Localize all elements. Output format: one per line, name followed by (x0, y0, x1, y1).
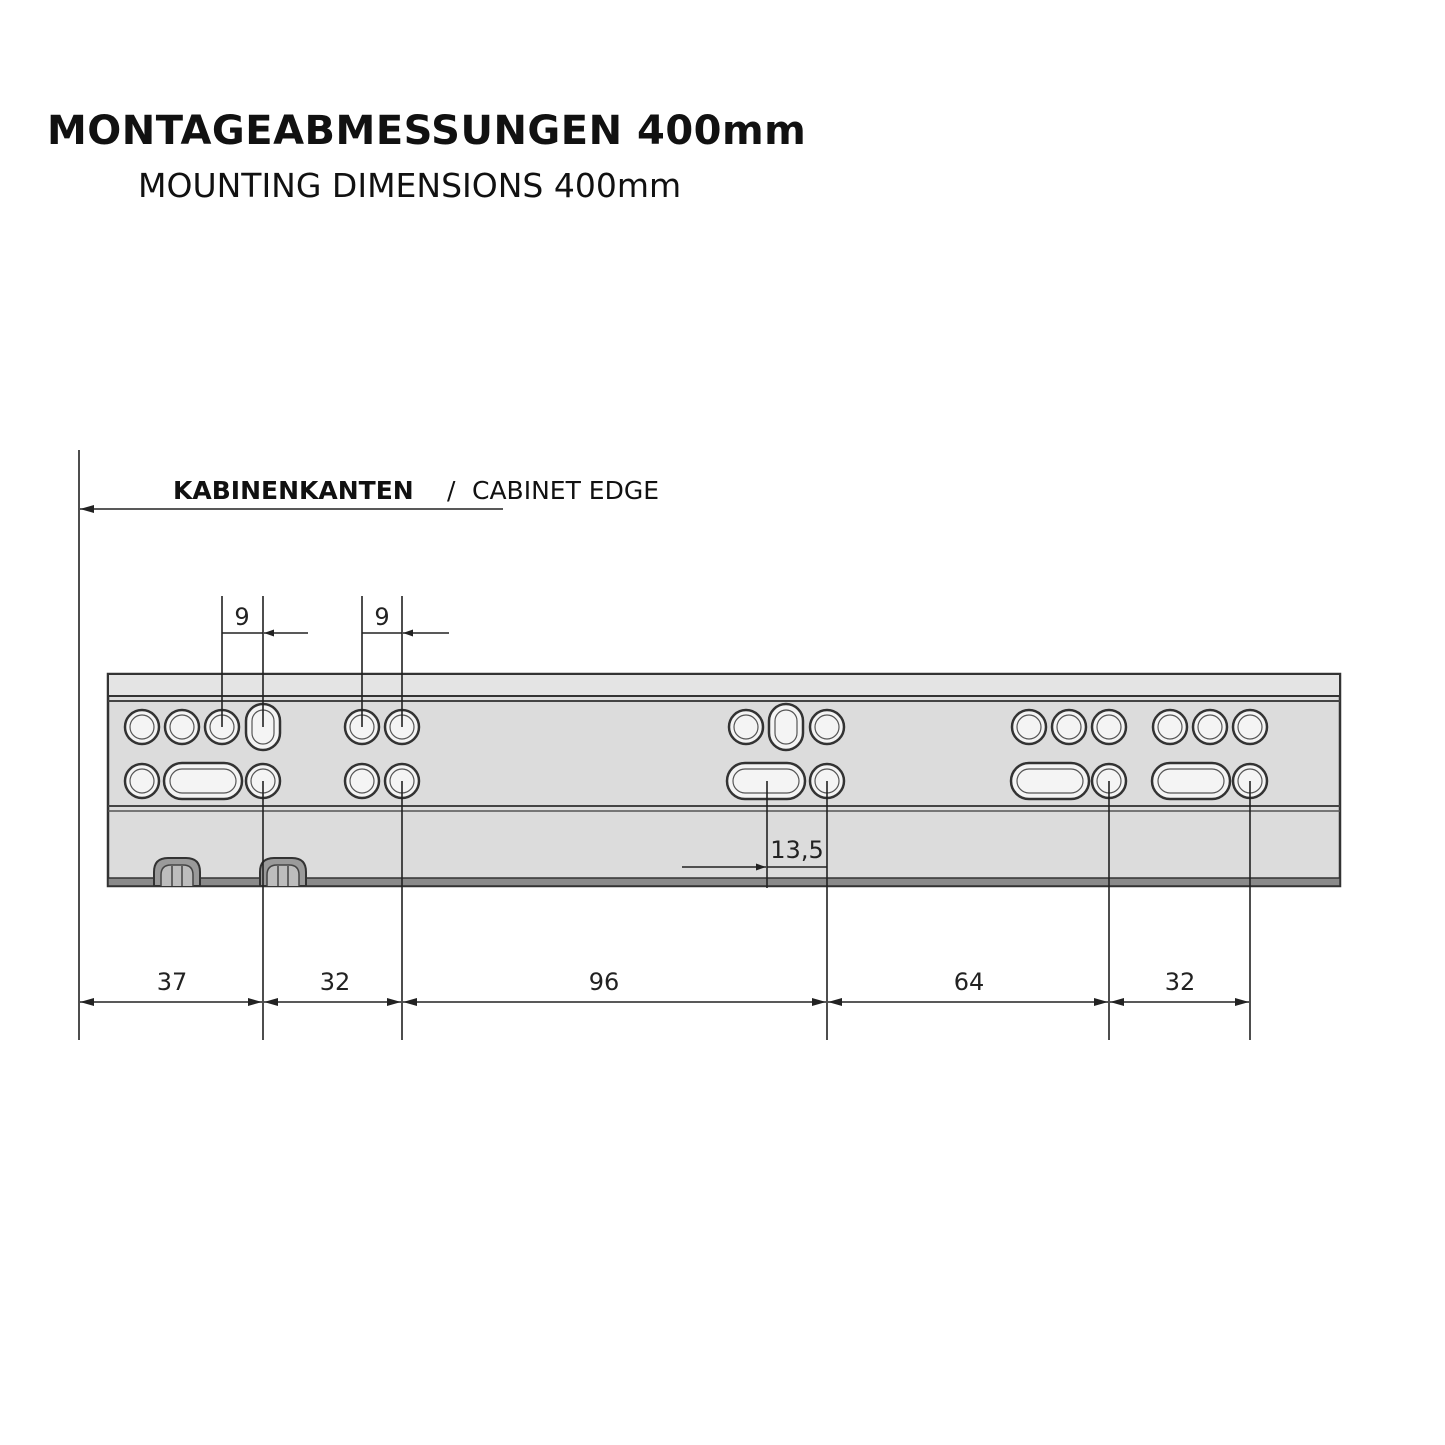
dim-label: 96 (588, 968, 620, 996)
dim-label: 13,5 (770, 836, 824, 864)
dim-bottom-32-first (264, 968, 401, 1002)
rail-clip-2 (260, 858, 306, 886)
title-sub: MOUNTING DIMENSIONS 400mm (138, 166, 682, 205)
dim-label: 32 (1164, 968, 1196, 996)
dim-label: 9 (374, 603, 390, 631)
dim-label: 64 (953, 968, 985, 996)
dim-label: 9 (234, 603, 250, 631)
cabinet-edge-label-en: CABINET EDGE (472, 476, 660, 505)
dim-label: 32 (319, 968, 351, 996)
dim-bottom-96 (403, 968, 826, 1002)
cabinet-edge-separator: / (447, 476, 456, 505)
dim-bottom-32-second (1110, 968, 1249, 1002)
cabinet-edge-label-de: KABINENKANTEN (173, 476, 414, 505)
dim-bottom-64 (828, 968, 1108, 1002)
dim-bottom-37 (80, 968, 262, 1002)
rail-clip-1 (154, 858, 200, 886)
title-main: MONTAGEABMESSUNGEN 400mm (47, 108, 807, 154)
dim-label: 37 (156, 968, 188, 996)
